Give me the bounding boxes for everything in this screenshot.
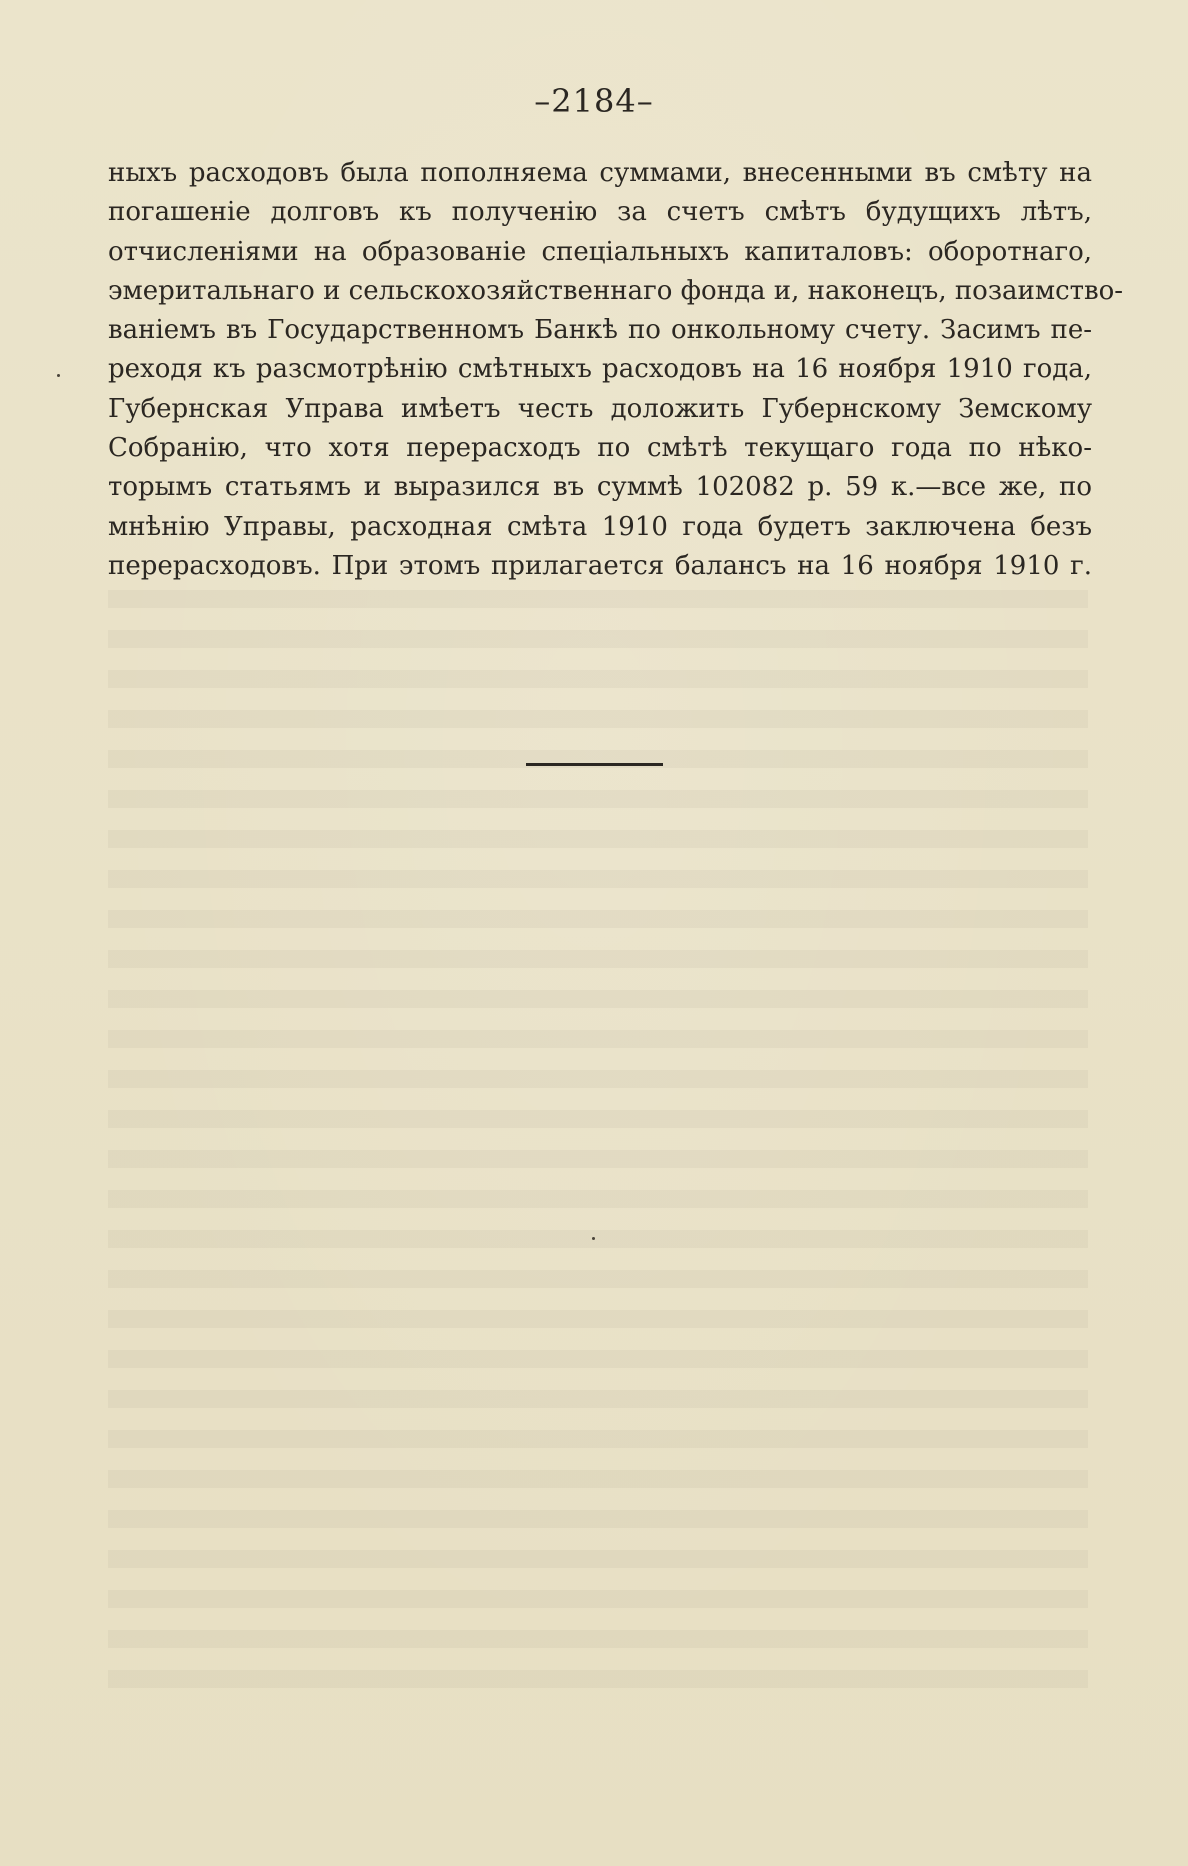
ink-speck — [592, 1237, 595, 1240]
text-line: перерасходовъ. При этомъ прилагается балансъ на 16 ноября 1910 г. — [108, 550, 1092, 581]
text-line: эмеритальнаго и сельскохозяйственнаго фонда и, наконецъ, позаимство- — [108, 275, 1124, 306]
text-line: торымъ статьямъ и выразился въ суммѣ 102082 р. 59 к.—все же, по — [108, 472, 1092, 503]
text-line: Губернская Управа имѣетъ честь доложить Губернскому Земскому — [108, 393, 1092, 424]
ink-speck — [57, 374, 60, 377]
page-number: –2184– — [534, 82, 654, 120]
text-line: реходя къ разсмотрѣнію смѣтныхъ расходовъ на 16 ноября 1910 года, — [108, 354, 1092, 385]
bleed-through-text — [108, 590, 1088, 1690]
text-line: отчисленіями на образованіе спеціальныхъ капиталовъ: оборотнаго, — [108, 236, 1092, 267]
text-line: ваніемъ въ Государственномъ Банкѣ по онкольному счету. Засимъ пе- — [108, 315, 1092, 346]
text-line: ныхъ расходовъ была пополняема суммами, внесенными въ смѣту на — [108, 158, 1092, 188]
section-divider — [526, 763, 663, 766]
text-line: погашеніе долговъ къ полученію за счетъ смѣтъ будущихъ лѣтъ, — [108, 197, 1092, 228]
text-line: Собранію, что хотя перерасходъ по смѣтѣ текущаго года по нѣко- — [108, 433, 1092, 464]
text-line: мнѣнію Управы, расходная смѣта 1910 года будетъ заключена безъ — [108, 511, 1092, 542]
body-paragraph — [108, 154, 1124, 586]
